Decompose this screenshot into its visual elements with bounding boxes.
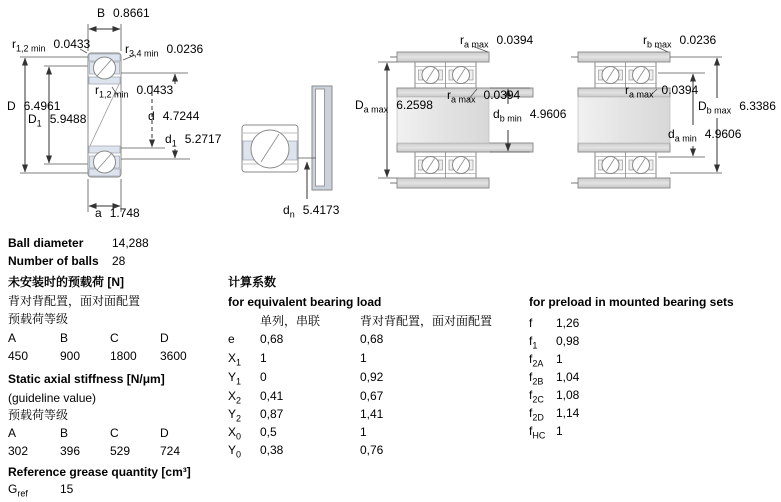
stiffness-values-row: 302 396 529 724 [8, 444, 181, 458]
preload-row-fhc: $f_{HC}$ 1 [529, 424, 563, 441]
factor-row-y2: $Y_2$ 0,87 1,41 [228, 407, 384, 424]
factor-row-y0: $Y_0$ 0,38 0,76 [228, 443, 384, 460]
factor-row-x1: $X_1$ 1 1 [228, 351, 367, 368]
dim-label-r12-mid: $r_{1,2 min}$ 0.0433 [95, 83, 174, 100]
preload-row-f: f 1,26 [529, 316, 580, 330]
dim-label-r12-top: $r_{1,2 min}$ 0.0433 [12, 37, 91, 54]
preload-unmounted-subtitle: 背对背配置，面对面配置 [8, 294, 141, 308]
stiffness-class-headers: A B C D [8, 426, 169, 440]
preload-values-row: 450 900 1800 3600 [8, 349, 187, 363]
preload-class-headers: A B C D [8, 331, 169, 345]
dim-label-D: D 6.4961 [7, 99, 61, 113]
stiffness-subtitle: (guideline value) [8, 391, 97, 405]
factor-row-x0: $X_0$ 0,5 1 [228, 425, 367, 442]
dim-label-Db-max: $D_{b max}$ 6.3386 [698, 99, 776, 116]
factor-row-x2: $X_2$ 0,41 0,67 [228, 389, 384, 406]
number-of-balls-label: Number of balls [8, 254, 99, 268]
dim-label-ra-top: $r_{a max}$ 0.0394 [460, 33, 534, 50]
dim-label-D1: $D_1$ 5.9488 [28, 112, 87, 129]
dim-label-ra-right: $r_{a max}$ 0.0394 [625, 83, 699, 100]
ball-diameter-label: Ball diameter [8, 236, 84, 250]
equiv-col2-header: 背对背配置，面对面配置 [360, 314, 493, 328]
preload-class-label: 预载荷等级 [8, 312, 69, 326]
number-of-balls-value: 28 [112, 254, 126, 268]
dim-label-Da-max: $D_{a max}$ 6.2598 [355, 98, 433, 115]
preload-row-f1: $f_1$ 0,98 [529, 334, 580, 351]
drawing-bearing-with-locating-ring [242, 86, 332, 199]
ball-diameter-value: 14,288 [112, 236, 149, 250]
preload-row-f2c: $f_{2C}$ 1,08 [529, 388, 580, 405]
dim-label-r34: $r_{3,4 min}$ 0.0236 [125, 42, 204, 59]
equiv-load-title: for equivalent bearing load [228, 295, 382, 309]
preload-row-f2a: $f_{2A}$ 1 [529, 352, 563, 369]
dim-label-d1: $d_1$ 5.2717 [165, 132, 222, 149]
dim-label-rb-max: $r_{b max}$ 0.0236 [643, 33, 717, 50]
preload-row-f2d: $f_{2D}$ 1,14 [529, 406, 580, 423]
preload-sets-title: for preload in mounted bearing sets [529, 295, 734, 309]
dim-label-ra-mid: $r_{a max}$ 0.0394 [447, 88, 521, 105]
dim-label-a: a 1.748 [95, 206, 140, 220]
dim-label-d: d 4.7244 [148, 109, 200, 123]
preload-unmounted-title: 未安装时的预载荷 [N] [8, 275, 124, 289]
stiffness-class-label: 预载荷等级 [8, 408, 69, 422]
factor-row-y1: $Y_1$ 0 0,92 [228, 370, 384, 387]
dim-label-da-min: $d_{a min}$ 4.9606 [668, 127, 742, 144]
dim-label-B: B 0.8661 [97, 6, 150, 20]
grease-title: Reference grease quantity [cm³] [8, 465, 191, 479]
equiv-col1-header: 单列，串联 [260, 314, 321, 328]
dim-label-db-min: $d_{b min}$ 4.9606 [493, 107, 567, 124]
grease-row: $G_{ref}$ 15 [8, 482, 74, 499]
preload-row-f2b: $f_{2B}$ 1,04 [529, 370, 580, 387]
stiffness-title: Static axial stiffness [N/μm] [8, 372, 165, 386]
calc-factors-title: 计算系数 [228, 275, 277, 289]
dim-label-dn: $d_n$ 5.4173 [283, 203, 340, 220]
factor-row-e: e 0,68 0,68 [228, 332, 384, 346]
